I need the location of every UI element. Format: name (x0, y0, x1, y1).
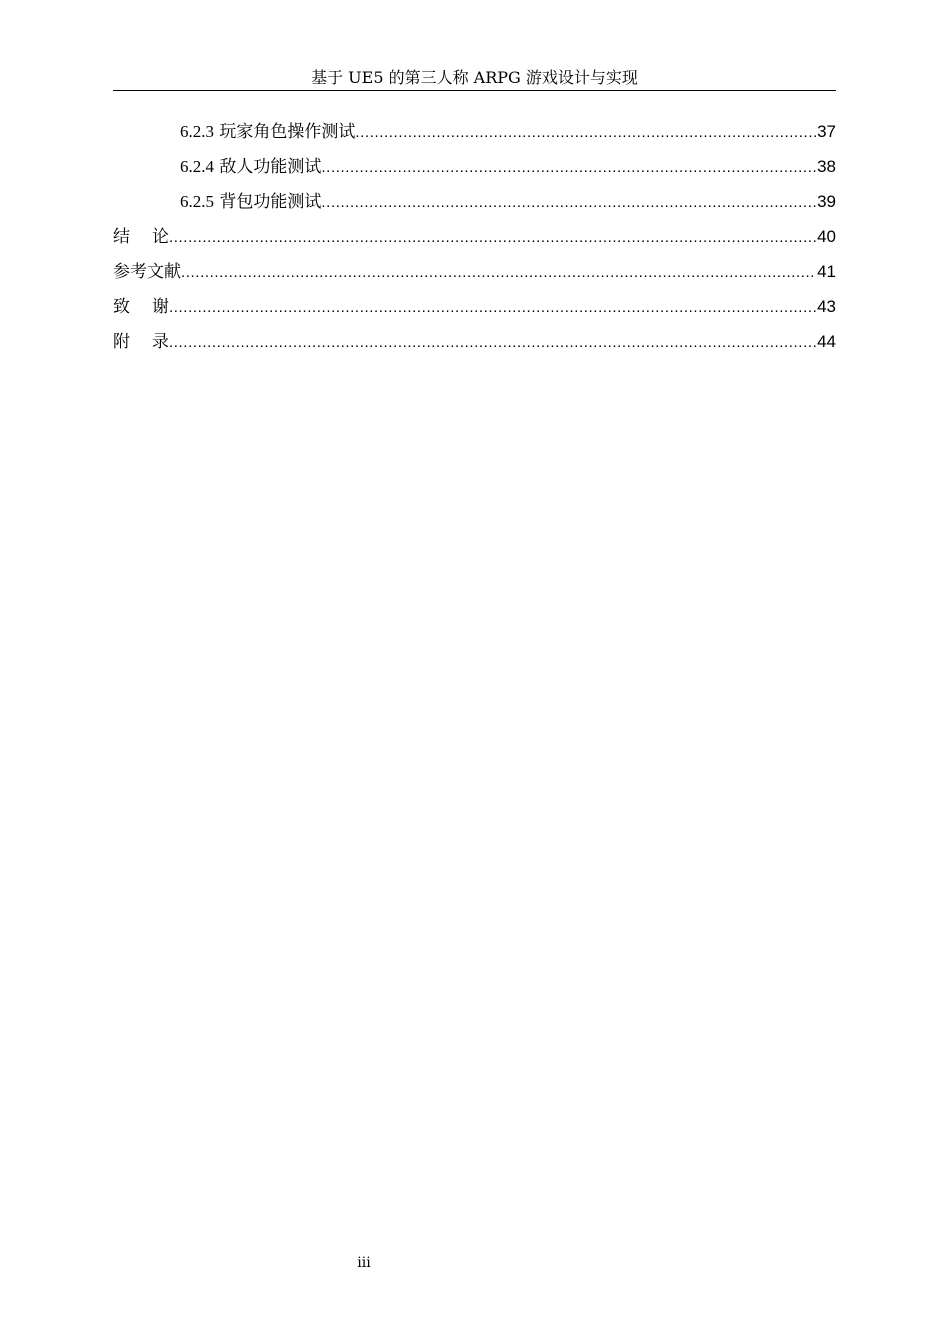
toc-page-number: 43 (817, 297, 836, 316)
toc-entry-title (180, 188, 321, 216)
toc-entry-appendix[interactable] (113, 328, 836, 356)
toc-page-number: 39 (817, 192, 836, 211)
toc-page-number: 40 (817, 227, 836, 246)
toc-entry-number: 6.2.4 (180, 157, 214, 176)
toc-dot-leader (169, 294, 816, 322)
toc-entry-title (113, 223, 169, 251)
toc-entry-char-2: 录 (152, 332, 169, 352)
toc-entry-text: 玩家角色操作测试 (219, 122, 356, 142)
toc-entry-char-2: 论 (152, 227, 169, 247)
toc-entry-6-2-5[interactable] (113, 188, 836, 216)
toc-entry-acknowledgements[interactable] (113, 293, 836, 321)
toc-entry-conclusion[interactable] (113, 223, 836, 251)
toc-page-number: 38 (817, 157, 836, 176)
toc-entry-title (180, 153, 321, 181)
toc-dot-leader (169, 224, 816, 252)
toc-dot-leader (321, 154, 816, 182)
page-footer-number: iii (357, 1255, 371, 1271)
toc-entry-char-1: 附 (113, 332, 152, 352)
toc-page-number: 37 (817, 122, 836, 141)
toc-entry-text: 背包功能测试 (219, 192, 322, 212)
toc-entry-references[interactable] (113, 258, 836, 286)
toc-entry-char-1: 致 (113, 297, 152, 317)
toc-entry-number: 6.2.5 (180, 192, 214, 211)
toc-entry-6-2-3[interactable] (113, 118, 836, 146)
toc-page-number: 44 (817, 332, 836, 351)
toc-entry-char-1: 结 (113, 227, 152, 247)
toc-dot-leader (355, 119, 816, 147)
toc-entry-text: 敌人功能测试 (219, 157, 322, 177)
running-header: 基于 UE5 的第三人称 ARPG 游戏设计与实现 (311, 68, 638, 87)
toc-dot-leader (321, 189, 816, 217)
toc-dot-leader (169, 329, 816, 357)
toc-entry-title (180, 118, 355, 146)
toc-entry-title (113, 328, 169, 356)
toc-entry-number: 6.2.3 (180, 122, 214, 141)
toc-entry-6-2-4[interactable] (113, 153, 836, 181)
toc-entry-title (113, 293, 169, 321)
toc-entry-title: 参考文献 (113, 262, 181, 282)
toc-dot-leader (181, 259, 816, 287)
toc-page-number: 41 (817, 262, 836, 281)
toc-entry-char-2: 谢 (152, 297, 169, 317)
header-rule (113, 90, 836, 91)
